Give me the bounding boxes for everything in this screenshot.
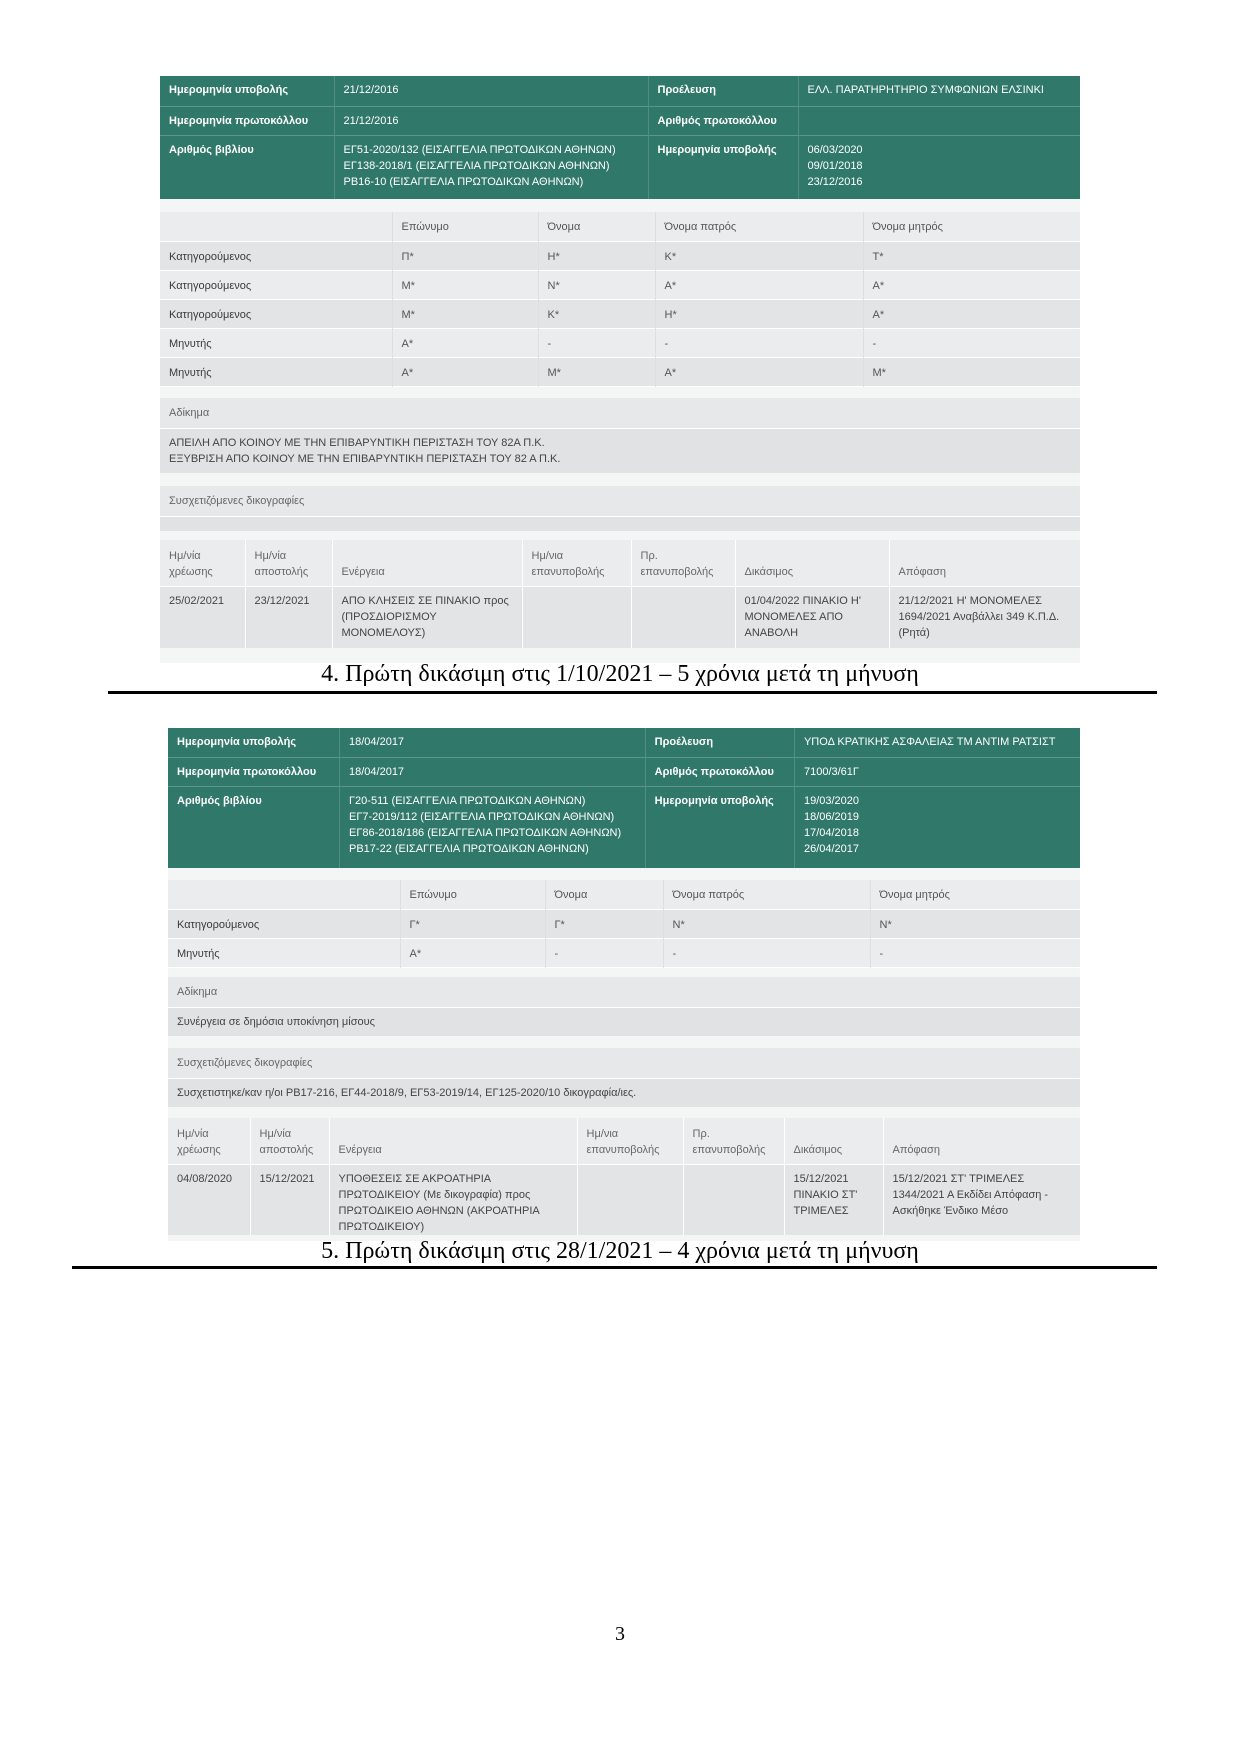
figure-caption: 5. Πρώτη δικάσιμη στις 28/1/2021 – 4 χρόνια μετά τη μήνυση (321, 1238, 919, 1264)
table-row (168, 938, 1080, 967)
person-father: - (663, 938, 870, 967)
person-mother: Τ* (872, 250, 884, 263)
divider (72, 1266, 1157, 1269)
persons-section (168, 880, 1080, 968)
action-resubmit (683, 1164, 784, 1235)
person-surname: Γ* (400, 909, 545, 938)
person-father: Α* (655, 357, 863, 386)
person-name: Κ* (538, 299, 655, 328)
action-hearing: 15/12/2021 ΠΙΝΑΚΙΟ ΣΤ' ΤΡΙΜΕΛΕΣ (784, 1164, 883, 1235)
person-mother: - (872, 337, 877, 350)
table-row (160, 270, 1080, 299)
person-name: Η* (538, 241, 655, 270)
protocol-number-label: Αριθμός πρωτοκόλλου (645, 757, 794, 786)
related-cases-body: Συσχετιστηκε/καν η/οι ΡΒ17-216, ΕΓ44-2018/9, ΕΓ53-2019/14, ΕΓ125-2020/10 δικογραφία/ιες. (168, 1079, 1080, 1107)
protocol-date-value: 21/12/2016 (334, 106, 648, 135)
person-surname: Π* (392, 241, 538, 270)
persons-header-father: Όνομα πατρός (663, 880, 870, 909)
offense-line: ΕΞΥΒΡΙΣΗ ΑΠΟ ΚΟΙΝΟΥ ΜΕ ΤΗΝ ΕΠΙΒΑΡΥΝΤΙΚΗ ΠΕΡΙΣΤΑΣΗ ΤΟΥ 82 Α Π.Κ. (169, 453, 561, 465)
action-description: ΑΠΟ ΚΛΗΣΕΙΣ ΣΕ ΠΙΝΑΚΙΟ προς (ΠΡΟΣΔΙΟΡΙΣΜΟΥ ΜΟΝΟΜΕΛΟΥΣ) (332, 586, 522, 648)
actions-header-decision: Απόφαση (892, 1144, 940, 1156)
action-decision: 15/12/2021 ΣΤ' ΤΡΙΜΕΛΕΣ 1344/2021 Α Εκδίδει Απόφαση - Ασκήθηκε Ένδικο Μέσο (883, 1164, 1080, 1235)
protocol-date-value: 18/04/2017 (340, 757, 646, 786)
related-cases-body (160, 517, 1080, 531)
action-charge-date: 04/08/2020 (168, 1164, 250, 1235)
case-record-screenshot-1 (160, 76, 1080, 663)
book-submission-date: 26/04/2017 (803, 842, 860, 855)
person-father: - (655, 328, 863, 357)
person-mother: Α* (872, 308, 885, 321)
submission-date-value: 21/12/2016 (334, 76, 648, 106)
actions-section (168, 1118, 1080, 1235)
related-cases-panel (160, 486, 1080, 531)
table-row (168, 1164, 1080, 1235)
person-name: Γ* (545, 909, 663, 938)
book-numbers-cell (340, 786, 646, 868)
person-father: Ν* (663, 909, 870, 938)
persons-header-father: Όνομα πατρός (655, 212, 863, 241)
offense-title: Αδίκημα (168, 977, 1080, 1008)
person-father: Α* (655, 270, 863, 299)
actions-table (168, 1118, 1080, 1235)
person-surname: Μ* (392, 270, 538, 299)
actions-header-hearing: Δικάσιμος (784, 1118, 883, 1164)
person-role: Κατηγορούμενος (168, 909, 400, 938)
case-header-table (160, 76, 1080, 199)
book-number-label: Αριθμός βιβλίου (168, 786, 340, 868)
persons-header-surname: Επώνυμο (400, 880, 545, 909)
person-name: - (538, 328, 655, 357)
book-submission-date: 18/06/2019 (803, 810, 860, 823)
protocol-number-value: 7100/3/61Γ (803, 765, 859, 778)
persons-header-role (168, 880, 400, 909)
table-row (160, 586, 1080, 648)
persons-header-name: Όνομα (545, 880, 663, 909)
case-header (160, 76, 1080, 199)
persons-header-role (160, 212, 392, 241)
book-number: ΡΒ16-10 (ΕΙΣΑΓΓΕΛΙΑ ΠΡΩΤΟΔΙΚΩΝ ΑΘΗΝΩΝ) (343, 175, 584, 188)
person-name: Μ* (538, 357, 655, 386)
book-submission-dates-cell (798, 135, 1080, 199)
offense-panel (160, 398, 1080, 473)
person-mother: Μ* (872, 366, 886, 379)
action-send-date: 23/12/2021 (245, 586, 332, 648)
origin-value: ΕΛΛ. ΠΑΡΑΤΗΡΗΤΗΡΙΟ ΣΥΜΦΩΝΙΩΝ ΕΛΣΙΝΚΙ (807, 84, 1044, 96)
related-cases-title: Συσχετιζόμενες δικογραφίες (168, 1048, 1080, 1079)
book-submission-dates-cell (794, 786, 1080, 868)
actions-header-decision: Απόφαση (898, 566, 946, 578)
protocol-number-label: Αριθμός πρωτοκόλλου (648, 106, 798, 135)
actions-table (160, 540, 1080, 648)
table-row (168, 909, 1080, 938)
person-name: - (545, 938, 663, 967)
case-header (168, 728, 1080, 868)
submission-date-value: 18/04/2017 (340, 728, 646, 757)
actions-header-hearing: Δικάσιμος (735, 540, 889, 586)
actions-header-send-date: Ημ/νία αποστολής (245, 540, 332, 586)
offense-line: Συνέργεια σε δημόσια υποκίνηση μίσους (177, 1016, 375, 1028)
book-submission-date: 06/03/2020 (807, 143, 863, 156)
book-number-label: Αριθμός βιβλίου (160, 135, 334, 199)
person-role: Μηνυτής (160, 357, 392, 386)
persons-header-mother: Όνομα μητρός (879, 889, 950, 901)
person-father: Η* (655, 299, 863, 328)
book-numbers-cell (334, 135, 648, 199)
protocol-number-value (798, 106, 1080, 135)
actions-header-resubmit: Πρ. επανυποβολής (631, 540, 735, 586)
book-number: ΕΓ86-2018/186 (ΕΙΣΑΓΓΕΛΙΑ ΠΡΩΤΟΔΙΚΩΝ ΑΘΗΝΩΝ) (349, 826, 622, 839)
related-cases-panel (168, 1048, 1080, 1107)
book-submission-label: Ημερομηνία υποβολής (645, 786, 794, 868)
table-row (160, 299, 1080, 328)
protocol-date-label: Ημερομηνία πρωτοκόλλου (160, 106, 334, 135)
offense-title: Αδίκημα (160, 398, 1080, 429)
book-submission-date: 09/01/2018 (807, 159, 863, 172)
person-mother: Ν* (879, 918, 892, 931)
actions-header-charge-date: Ημ/νία χρέωσης (160, 540, 245, 586)
actions-header-resubmit-date: Ημ/νια επανυποβολής (522, 540, 631, 586)
person-father: Κ* (655, 241, 863, 270)
divider (108, 691, 1157, 694)
page-number: 3 (615, 1623, 625, 1645)
submission-date-label: Ημερομηνία υποβολής (168, 728, 340, 757)
actions-header-charge-date: Ημ/νία χρέωσης (168, 1118, 250, 1164)
person-surname: Α* (392, 328, 538, 357)
offense-body (168, 1008, 1080, 1036)
case-header-table (168, 728, 1080, 868)
action-resubmit-date (577, 1164, 683, 1235)
actions-header-resubmit-date: Ημ/νια επανυποβολής (577, 1118, 683, 1164)
person-surname: Α* (400, 938, 545, 967)
action-send-date: 15/12/2021 (250, 1164, 329, 1235)
action-description: ΥΠΟΘΕΣΕΙΣ ΣΕ ΑΚΡΟΑΤΗΡΙΑ ΠΡΩΤΟΔΙΚΕΙΟΥ (Με δικογραφία) προς ΠΡΩΤΟΔΙΚΕΙΟ ΑΘΗΝΩΝ (ΑΚΡΟΑΤΗΡΙΑ ΠΡΩΤΟΔΙΚΕΙΟΥ) (329, 1164, 577, 1235)
book-submission-date: 19/03/2020 (803, 794, 860, 807)
person-name: Ν* (538, 270, 655, 299)
book-number: ΕΓ138-2018/1 (ΕΙΣΑΓΓΕΛΙΑ ΠΡΩΤΟΔΙΚΩΝ ΑΘΗΝΩΝ) (343, 159, 610, 172)
offense-body (160, 429, 1080, 473)
origin-label: Προέλευση (648, 76, 798, 106)
actions-section (160, 540, 1080, 648)
book-submission-label: Ημερομηνία υποβολής (648, 135, 798, 199)
book-number: ΡΒ17-22 (ΕΙΣΑΓΓΕΛΙΑ ΠΡΩΤΟΔΙΚΩΝ ΑΘΗΝΩΝ) (349, 842, 589, 855)
person-role: Μηνυτής (168, 938, 400, 967)
action-resubmit (631, 586, 735, 648)
action-resubmit-date (522, 586, 631, 648)
person-role: Κατηγορούμενος (160, 270, 392, 299)
origin-label: Προέλευση (645, 728, 794, 757)
action-hearing: 01/04/2022 ΠΙΝΑΚΙΟ Η' ΜΟΝΟΜΕΛΕΣ ΑΠΟ ΑΝΑΒΟΛΗ (735, 586, 889, 648)
submission-date-label: Ημερομηνία υποβολής (160, 76, 334, 106)
persons-header-surname: Επώνυμο (392, 212, 538, 241)
book-submission-date: 17/04/2018 (803, 826, 860, 839)
book-number: Γ20-511 (ΕΙΣΑΓΓΕΛΙΑ ΠΡΩΤΟΔΙΚΩΝ ΑΘΗΝΩΝ) (349, 794, 586, 807)
table-row (160, 328, 1080, 357)
protocol-date-label: Ημερομηνία πρωτοκόλλου (168, 757, 340, 786)
figure-caption: 4. Πρώτη δικάσιμη στις 1/10/2021 – 5 χρόνια μετά τη μήνυση (321, 661, 919, 687)
person-mother: Α* (872, 279, 885, 292)
offense-panel (168, 977, 1080, 1036)
persons-table (160, 212, 1080, 387)
action-charge-date: 25/02/2021 (160, 586, 245, 648)
table-row (160, 357, 1080, 386)
related-cases-title: Συσχετιζόμενες δικογραφίες (160, 486, 1080, 517)
actions-header-action: Ενέργεια (332, 540, 522, 586)
action-decision: 21/12/2021 Η' ΜΟΝΟΜΕΛΕΣ 1694/2021 Αναβάλλει 349 Κ.Π.Δ. (Ρητά) (889, 586, 1080, 648)
person-role: Κατηγορούμενος (160, 241, 392, 270)
persons-header-mother: Όνομα μητρός (872, 221, 943, 233)
person-mother: - (879, 947, 884, 960)
person-surname: Μ* (392, 299, 538, 328)
person-role: Κατηγορούμενος (160, 299, 392, 328)
person-surname: Α* (392, 357, 538, 386)
origin-value: ΥΠΟΔ ΚΡΑΤΙΚΗΣ ΑΣΦΑΛΕΙΑΣ ΤΜ ΑΝΤΙΜ ΡΑΤΣΙΣΤ (803, 736, 1056, 748)
case-record-screenshot-2 (168, 728, 1080, 1241)
book-number: ΕΓ7-2019/112 (ΕΙΣΑΓΓΕΛΙΑ ΠΡΩΤΟΔΙΚΩΝ ΑΘΗΝΩΝ) (349, 810, 615, 823)
book-submission-date: 23/12/2016 (807, 175, 863, 188)
book-number: ΕΓ51-2020/132 (ΕΙΣΑΓΓΕΛΙΑ ΠΡΩΤΟΔΙΚΩΝ ΑΘΗΝΩΝ) (343, 143, 616, 156)
actions-header-send-date: Ημ/νία αποστολής (250, 1118, 329, 1164)
person-role: Μηνυτής (160, 328, 392, 357)
table-row (160, 241, 1080, 270)
offense-line: ΑΠΕΙΛΗ ΑΠΟ ΚΟΙΝΟΥ ΜΕ ΤΗΝ ΕΠΙΒΑΡΥΝΤΙΚΗ ΠΕΡΙΣΤΑΣΗ ΤΟΥ 82Α Π.Κ. (169, 437, 545, 449)
actions-header-action: Ενέργεια (329, 1118, 577, 1164)
persons-section (160, 212, 1080, 387)
persons-table (168, 880, 1080, 968)
actions-header-resubmit: Πρ. επανυποβολής (683, 1118, 784, 1164)
persons-header-name: Όνομα (538, 212, 655, 241)
